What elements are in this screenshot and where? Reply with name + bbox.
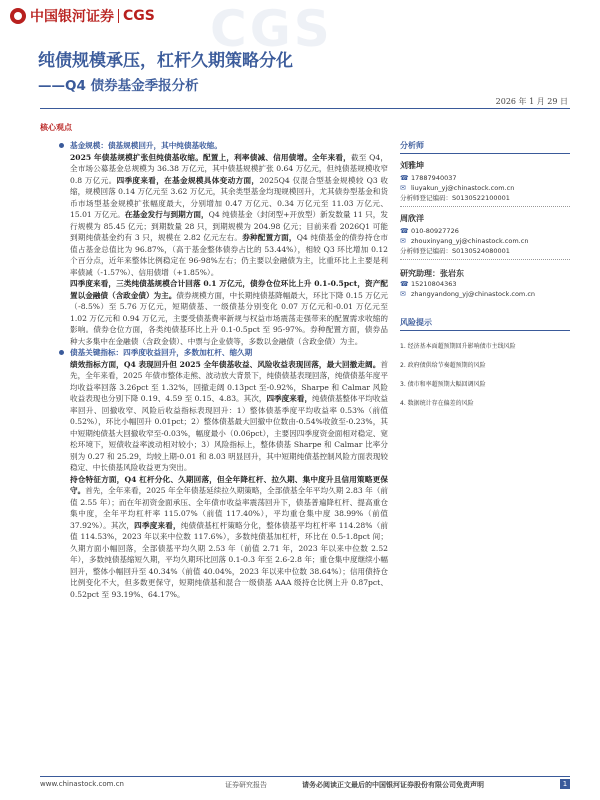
analyst-cert: 分析师登记编码：S0130524080001 (400, 247, 510, 255)
bold-lead: 四季度来看， (134, 520, 181, 530)
assistant-phone: 15210804363 (411, 280, 457, 288)
logo-text: 中国银河证券 (30, 9, 114, 25)
paragraph-text: 纯债债基杠杆策略分化，整体债基平均杠杆率 114.28%（前值 114.53%，2023 年以来中位数 117.6%），多数纯债基加杠杆，环比在 0.5-1.8pct 间；久期方面小幅回落，全部债基平均久期 2.53 年（前值 2.71 年，2023 年以来中位数 2.52 年），多数纯债基缩短久期，平均久期环比回落 0.1-0.3 年至 2.6-2.8 年；重仓集中度继续小幅回升，整体小幅回升至 40.34%（前值 40.04%，2023 年以来中位数 38.64%）；信用债持仓比例变化不大，但多数更保守，短期纯债基和混合一级债基 AAA 级持仓比例上升 0.87pct、0.52pct 至 93.19%、64.17%。 (70, 520, 389, 599)
header-watermark: CGS (210, 0, 333, 58)
header-divider (40, 108, 570, 109)
report-header (0, 0, 600, 94)
bold-lead: 绩效指标方面，Q4 表现回升但 2025 全年债基收益、风险收益表现回落，最大回撤走阔。 (70, 359, 381, 369)
bullet-icon (59, 350, 64, 355)
analyst-title: 分析师 (400, 140, 570, 154)
phone-icon: ☎ (400, 280, 409, 288)
risk-item: 3. 债市和率超预期大幅回调风险 (400, 381, 486, 388)
divider (400, 259, 570, 260)
paragraph-performance (70, 359, 388, 474)
paragraph-fund-size-1 (70, 152, 388, 279)
analyst-phone: 17887940037 (411, 174, 457, 182)
phone-icon: ☎ (400, 227, 409, 235)
risk-item: 1. 经济基本面超预期回升影响债市主线风险 (400, 343, 516, 350)
email-icon: ✉ (400, 290, 406, 298)
footer-report-type: 证券研究报告 (225, 781, 267, 789)
bold-lead: 四季度来看，在基金规模具体变动方面， (116, 175, 260, 185)
paragraph-text: Q4 纯债基金的债券持仓市值占基金总值比为 96.87%，（高于基金整体债券占比的 53.44%），相较 Q3 环比增加 0.12 个百分点，近年来整体比例稳定在 96-98%左右；仍主要以金融债为主，比重环比上主要是利率债减（-1.57%）、信用债增（+1.85%）。 (70, 233, 388, 277)
analyst-email-row (400, 183, 570, 193)
bold-lead: 四季度来看， (266, 394, 313, 403)
analyst-sidebar (400, 140, 570, 417)
company-logo (10, 6, 155, 26)
section-heading-key-metrics (70, 347, 388, 359)
report-title: 纯债规模承压，杠杆久期策略分化 (38, 51, 293, 71)
analyst-phone: 010-80927726 (411, 227, 459, 235)
main-content (70, 140, 388, 600)
paragraph-holdings (70, 474, 388, 601)
analyst-phone-row (400, 226, 570, 236)
assistant-phone-row (400, 279, 570, 289)
paragraph-text: 债券规模方面，中长期纯债基降幅最大，环比下降 0.15 万亿元（-8.5%）至 5.76 万亿元，短期债基、一级债基分别变化 0.07 万亿元和-0.01 万亿元至 1.02 万亿元和 0.94 万亿元，主要受债基费率新规与权益市场震荡走强带来的配置需求收缩的影响。债券仓位方面，各类纯债基环比上升 0.1-0.5pct 至 95-97%。券种配置方面，债券品种大多集中在金融债（含政金债）、中票与企业债等，多数以金融债（含政金债）为主。 (70, 290, 389, 346)
report-subtitle: ——Q4 债券基金季报分析 (38, 78, 199, 94)
footer-divider (40, 776, 570, 777)
analyst-email[interactable]: liuyakun_yj@chinastock.com.cn (411, 184, 515, 192)
report-date: 2026 年 1 月 29 日 (495, 97, 568, 106)
email-icon: ✉ (400, 184, 406, 192)
risk-title: 风险提示 (400, 317, 570, 331)
section-heading-text: 债基关键指标：四季度收益回升，多数加杠杆、缩久期 (70, 348, 253, 357)
bold-lead: 券种配置方面， (242, 233, 297, 242)
paragraph-text: Q4 纯债基金（封闭型+开放型）新发数量 11 只，发行规模为 85.45 亿元；到期数量 28 只，到期规模为 204.98 亿元；目前来看 2026Q1 可能到期纯债基金约有 3 只，规模在 2.82 亿元左右。 (70, 210, 388, 242)
section-heading-fund-size (70, 140, 388, 152)
footer-url[interactable]: www.chinastock.com.cn (40, 780, 124, 788)
page-number: 1 (560, 779, 570, 789)
paragraph-text: 2025Q4 仅混合型基金规模较 Q3 收缩，规模回落 0.14 万亿元至 3.62 万亿元，其余类型基金均现规模回升，尤其债券型基金和货币市场型基金规模扩张幅度最大，分别增加 0.47 万亿元、0.34 万亿元至 11.03 万亿元、15.01 万亿元。 (70, 175, 388, 219)
bullet-icon (59, 143, 64, 148)
paragraph-text: 纯债债基整体平均收益率回升、回撤收窄、风险后收益指标表现回升：1）整体债基季度平均收益率 0.53%（前值 0.52%），环比小幅回升 0.01pct；2）整体债基最大回撤中位数由-0.54%收敛至-0.23%，其中短期纯债基大回撤收窄至-0.03%，幅度最小（0.06pct），主要因四季度资金面相对稳定、宽松环境下，短债收益率波动相对较小；3）风险指标上，整体债基 Sharpe 和 Calmar 比率分别为 0.27 和 25.29，均较上期-0.01 和 8.03 明显回升，其中短期纯债基控制风险方面表现较稳定、中长债基风险收益更为突出。 (70, 394, 389, 472)
risk-item: 2. 政府债供给节奏超预期的风险 (400, 362, 486, 369)
section-heading-text: 基金规模：债基规模回升，其中纯债基收缩。 (70, 141, 222, 150)
bold-lead: 持仓特征方面，Q4 杠杆分化、久期回落，但全年降杠杆、拉久期、集中度升且信用策略更保守。 (70, 474, 388, 495)
research-assistant: 研究助理：张岩东 (400, 269, 464, 278)
assistant-email-row (400, 289, 570, 299)
bold-lead: 在基金发行与到期方面， (124, 210, 209, 219)
phone-icon: ☎ (400, 174, 409, 182)
logo-separator (118, 9, 119, 23)
bold-lead: 2025 年债基规模扩张但纯债基收缩。配置上，利率债减、信用债增。全年来看， (70, 152, 351, 162)
paragraph-text: 首先，全年来看，2025 年全年债基延续拉久期策略，全部债基全年平均久期 2.83 年（前值 2.55 年）；而在年初资金面承压、全年债市收益率震荡回升下，债基普遍降杠杆、提高重仓集中度，全年平均杠杆率 115.07%（前值 117.40%），平均重仓集中度 38.99%（前值 37.92%）。其次， (70, 486, 388, 530)
analyst-cert: 分析师登记编码：S0130522100001 (400, 194, 510, 202)
analyst-email-row (400, 236, 570, 246)
divider (400, 206, 570, 207)
email-icon: ✉ (400, 237, 406, 245)
bold-lead: 四季度来看，三类纯债基规模合计回落 0.1 万亿元，债券仓位环比上升 0.1-0.5pct，资产配置以金融债（含政金债）为主。 (70, 279, 388, 300)
footer-disclaimer: 请务必阅读正文最后的中国银河证券股份有限公司免责声明 (302, 781, 484, 789)
assistant-email[interactable]: zhangyandong_yj@chinastock.com.cn (411, 290, 536, 298)
core-views-label: 核心观点 (40, 123, 72, 132)
analyst-email[interactable]: zhouxinyang_yj@chinastock.com.cn (411, 237, 529, 245)
analyst-name: 周欣洋 (400, 214, 424, 223)
logo-icon (10, 8, 26, 24)
paragraph-fund-size-2 (70, 278, 388, 347)
paragraph-text: 截至 Q4，全市场公募基金总规模为 36.38 万亿元，其中债基规模扩张 0.64 万亿元，但纯债基规模收窄 0.8 万亿元。 (70, 152, 388, 185)
logo-cgs: CGS (123, 8, 155, 24)
paragraph-text: 首先，全年来看，2025 年债市整体走熊、波动放大背景下，纯债债基表现回落，纯债债基年度平均收益率回落 3.26pct 至 1.32%，回撤走阔 0.13pct 至-0.92%，Sharpe 和 Calmar 风险收益表现也分别下降 0.19、4.59 至 0.15、4.83。其次， (70, 359, 388, 403)
analyst-name: 刘雅坤 (400, 161, 424, 170)
risk-item: 4. 数据统计存在偏差的风险 (400, 400, 474, 407)
analyst-phone-row (400, 173, 570, 183)
